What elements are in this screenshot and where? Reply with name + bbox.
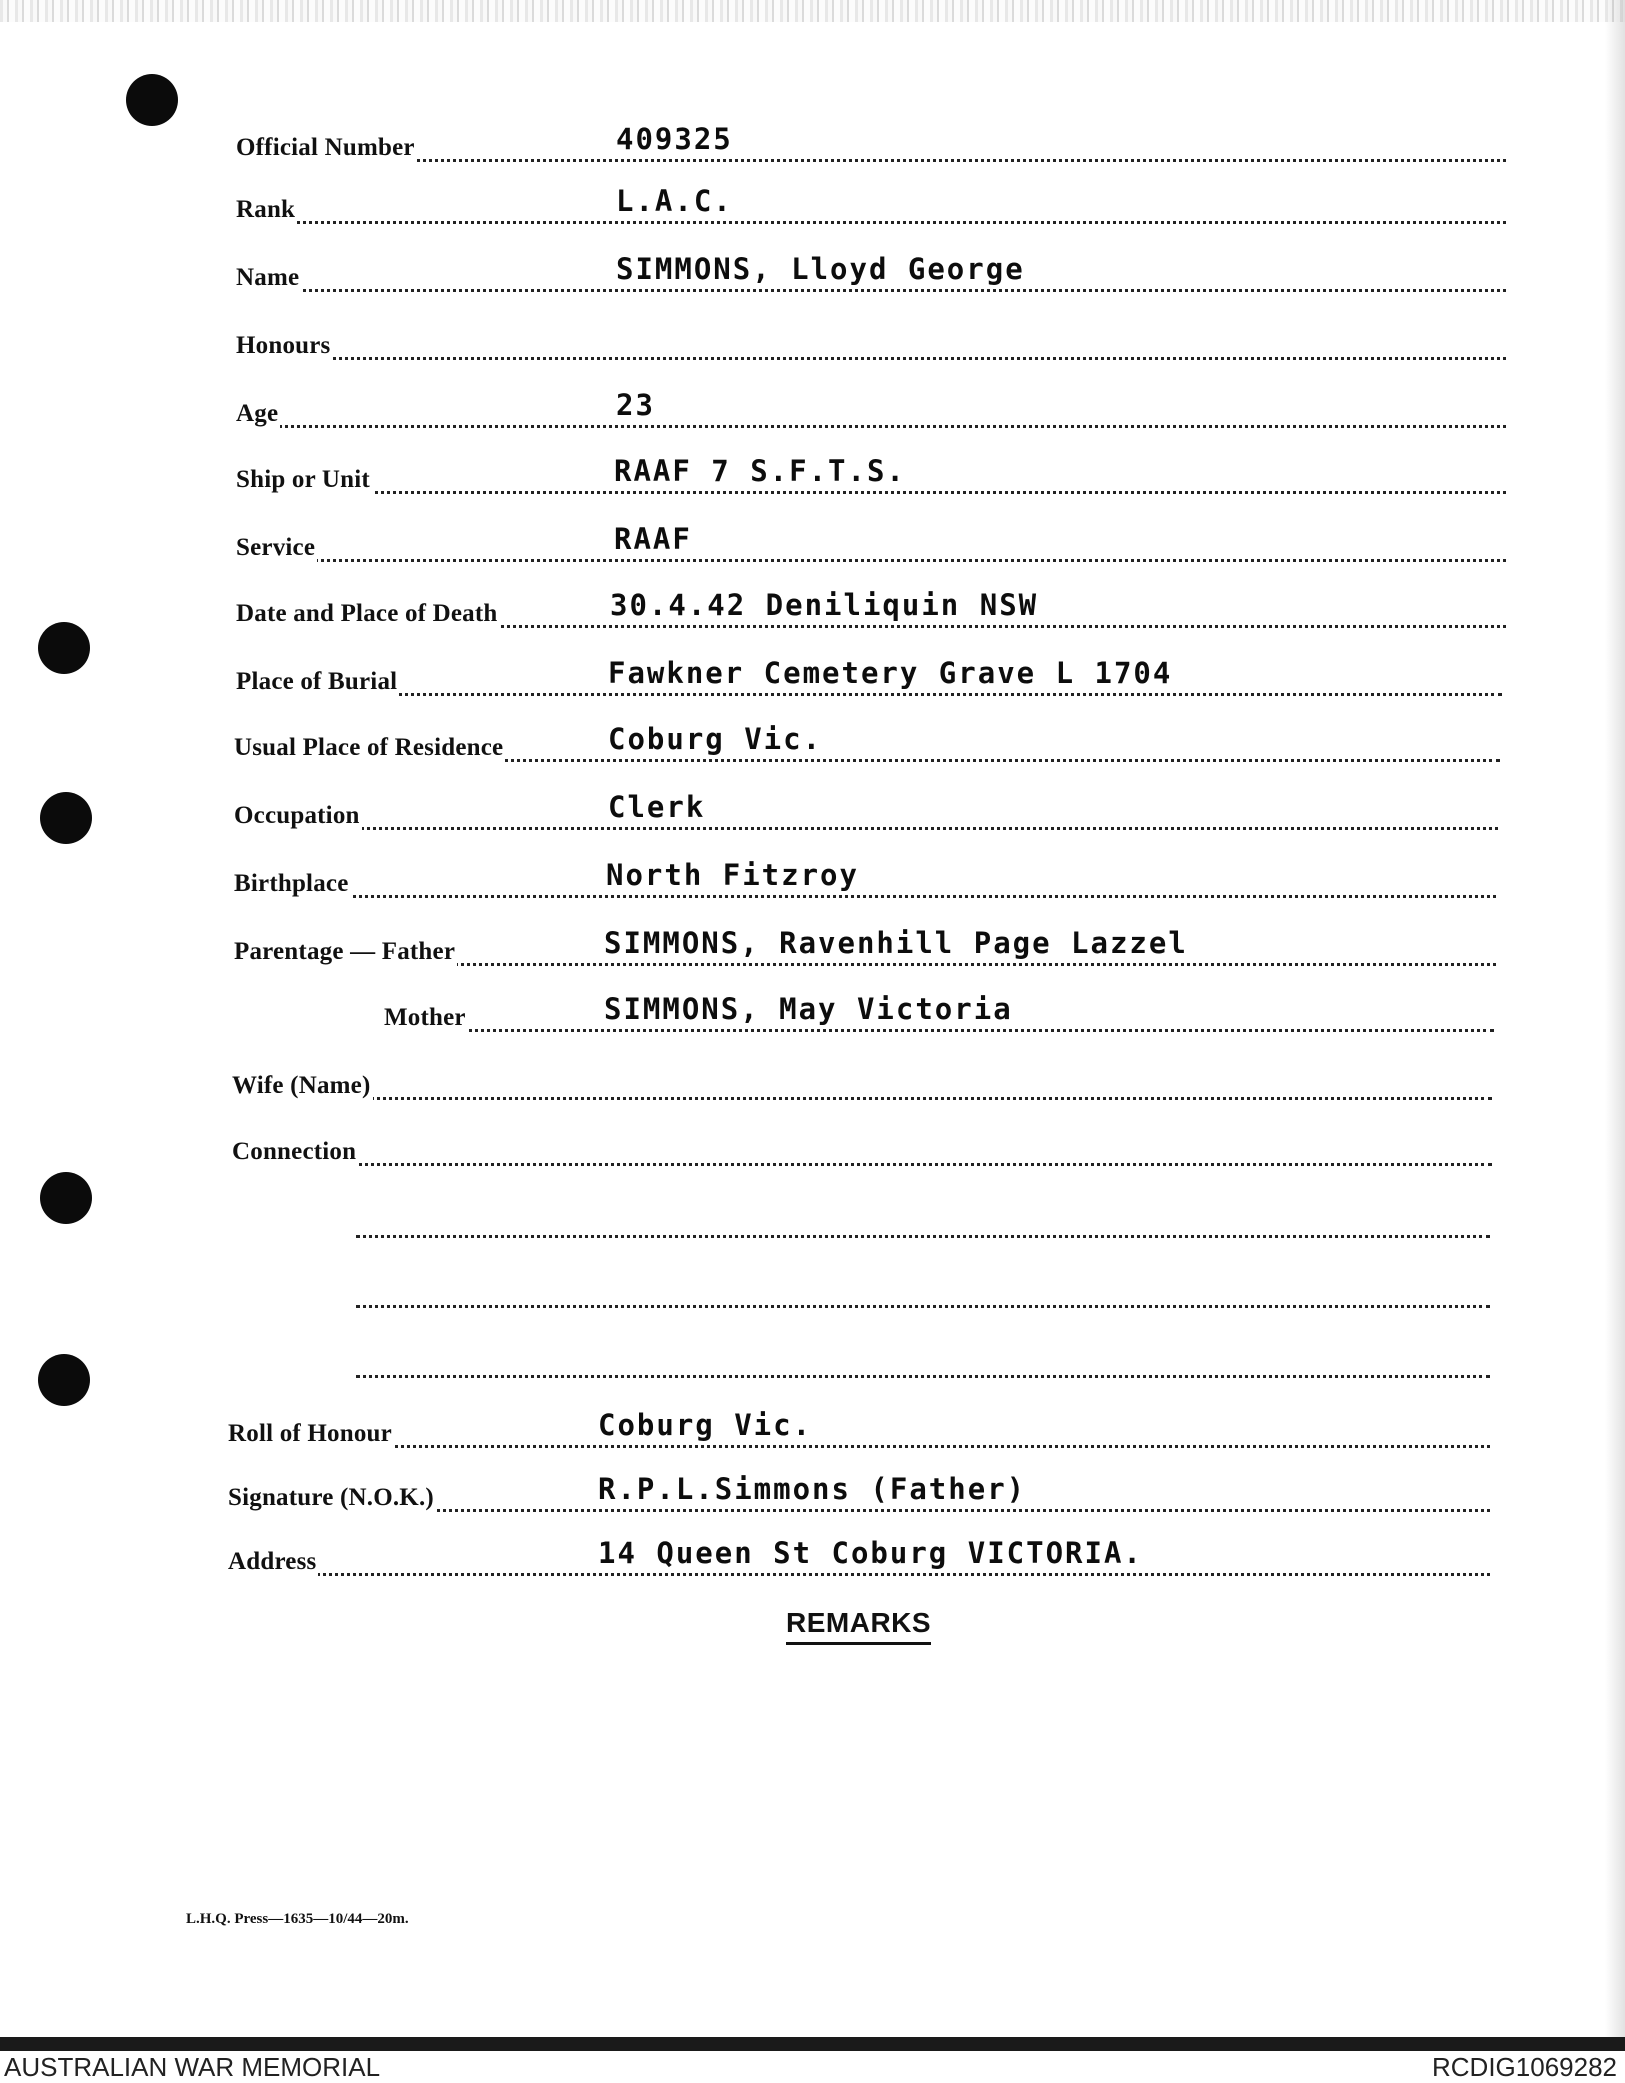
dotted-rule (232, 1097, 1492, 1100)
field-label: Roll of Honour (228, 1420, 392, 1447)
field-label: Occupation (234, 802, 360, 829)
footer-record-id: RCDIG1069282 (1432, 2052, 1617, 2082)
field-label: Address (228, 1548, 317, 1575)
dotted-rule (356, 1375, 1490, 1378)
row-official-number (0, 110, 1625, 170)
field-label: Place of Burial (236, 668, 398, 695)
scan-edge-top (0, 0, 1625, 22)
dotted-rule (228, 1445, 1490, 1448)
field-label: Signature (N.O.K.) (228, 1484, 434, 1511)
field-label: Age (236, 400, 279, 427)
dotted-rule (238, 491, 1506, 494)
dotted-rule (238, 357, 1506, 360)
field-label: Service (236, 534, 316, 561)
birthplace-value: North Fitzroy (606, 858, 859, 892)
row-birthplace (0, 846, 1625, 906)
row-place-of-burial (0, 644, 1625, 704)
field-label: Connection (232, 1138, 357, 1165)
field-label: Official Number (236, 134, 415, 161)
dotted-rule (356, 1235, 1490, 1238)
service-value: RAAF (614, 522, 692, 556)
row-roll-of-honour (0, 1396, 1625, 1456)
field-label: Birthplace (234, 870, 349, 897)
row-address (0, 1524, 1625, 1584)
field-label: Ship or Unit (236, 466, 370, 493)
field-label: Name (236, 264, 300, 291)
printer-imprint: L.H.Q. Press—1635—10/44—20m. (186, 1911, 409, 1927)
remarks-heading: REMARKS (786, 1607, 931, 1645)
row-connection (0, 1114, 1625, 1174)
mother-value: SIMMONS, May Victoria (604, 992, 1013, 1026)
row-parentage-father (0, 914, 1625, 974)
dotted-rule (232, 1163, 1492, 1166)
dotted-rule (228, 1573, 1490, 1576)
dotted-rule (384, 1029, 1494, 1032)
dotted-rule (238, 221, 1506, 224)
residence-value: Coburg Vic. (608, 722, 823, 756)
row-service (0, 510, 1625, 570)
signature-value: R.P.L.Simmons (Father) (598, 1472, 1027, 1506)
row-parentage-mother (0, 980, 1625, 1040)
dotted-rule (238, 159, 1506, 162)
dotted-rule (238, 425, 1506, 428)
row-honours (0, 308, 1625, 368)
row-occupation (0, 778, 1625, 838)
dotted-rule (234, 895, 1496, 898)
official-number-value: 409325 (616, 122, 733, 156)
address-value: 14 Queen St Coburg VICTORIA. (598, 1536, 1143, 1570)
row-wife-name (0, 1048, 1625, 1108)
roll-of-honour-value: Coburg Vic. (598, 1408, 813, 1442)
field-label: Wife (Name) (232, 1072, 371, 1099)
burial-value: Fawkner Cemetery Grave L 1704 (608, 656, 1173, 690)
row-date-place-of-death (0, 576, 1625, 636)
occupation-value: Clerk (608, 790, 706, 824)
row-usual-residence (0, 710, 1625, 770)
field-label: Date and Place of Death (236, 600, 498, 627)
ship-or-unit-value: RAAF 7 S.F.T.S. (614, 454, 906, 488)
row-ship-or-unit (0, 442, 1625, 502)
field-label: Usual Place of Residence (234, 734, 504, 761)
dotted-rule (234, 827, 1498, 830)
scan-edge-bottom (0, 2037, 1625, 2051)
row-connection-line (0, 1256, 1625, 1316)
field-label: Mother (384, 1004, 466, 1031)
dotted-rule (238, 289, 1506, 292)
father-value: SIMMONS, Ravenhill Page Lazzel (604, 926, 1188, 960)
rank-value: L.A.C. (616, 184, 733, 218)
footer-institution: AUSTRALIAN WAR MEMORIAL (4, 2052, 381, 2082)
dotted-rule (236, 693, 1502, 696)
dotted-rule (238, 559, 1506, 562)
row-signature-nok (0, 1460, 1625, 1520)
field-label: Parentage — Father (234, 938, 456, 965)
row-rank (0, 172, 1625, 232)
death-value: 30.4.42 Deniliquin NSW (610, 588, 1039, 622)
row-connection-line (0, 1186, 1625, 1246)
name-value: SIMMONS, Lloyd George (616, 252, 1025, 286)
age-value: 23 (616, 388, 655, 422)
field-label: Honours (236, 332, 331, 359)
field-label: Rank (236, 196, 296, 223)
dotted-rule (356, 1305, 1490, 1308)
row-connection-line (0, 1326, 1625, 1386)
row-name (0, 240, 1625, 300)
row-age (0, 376, 1625, 436)
